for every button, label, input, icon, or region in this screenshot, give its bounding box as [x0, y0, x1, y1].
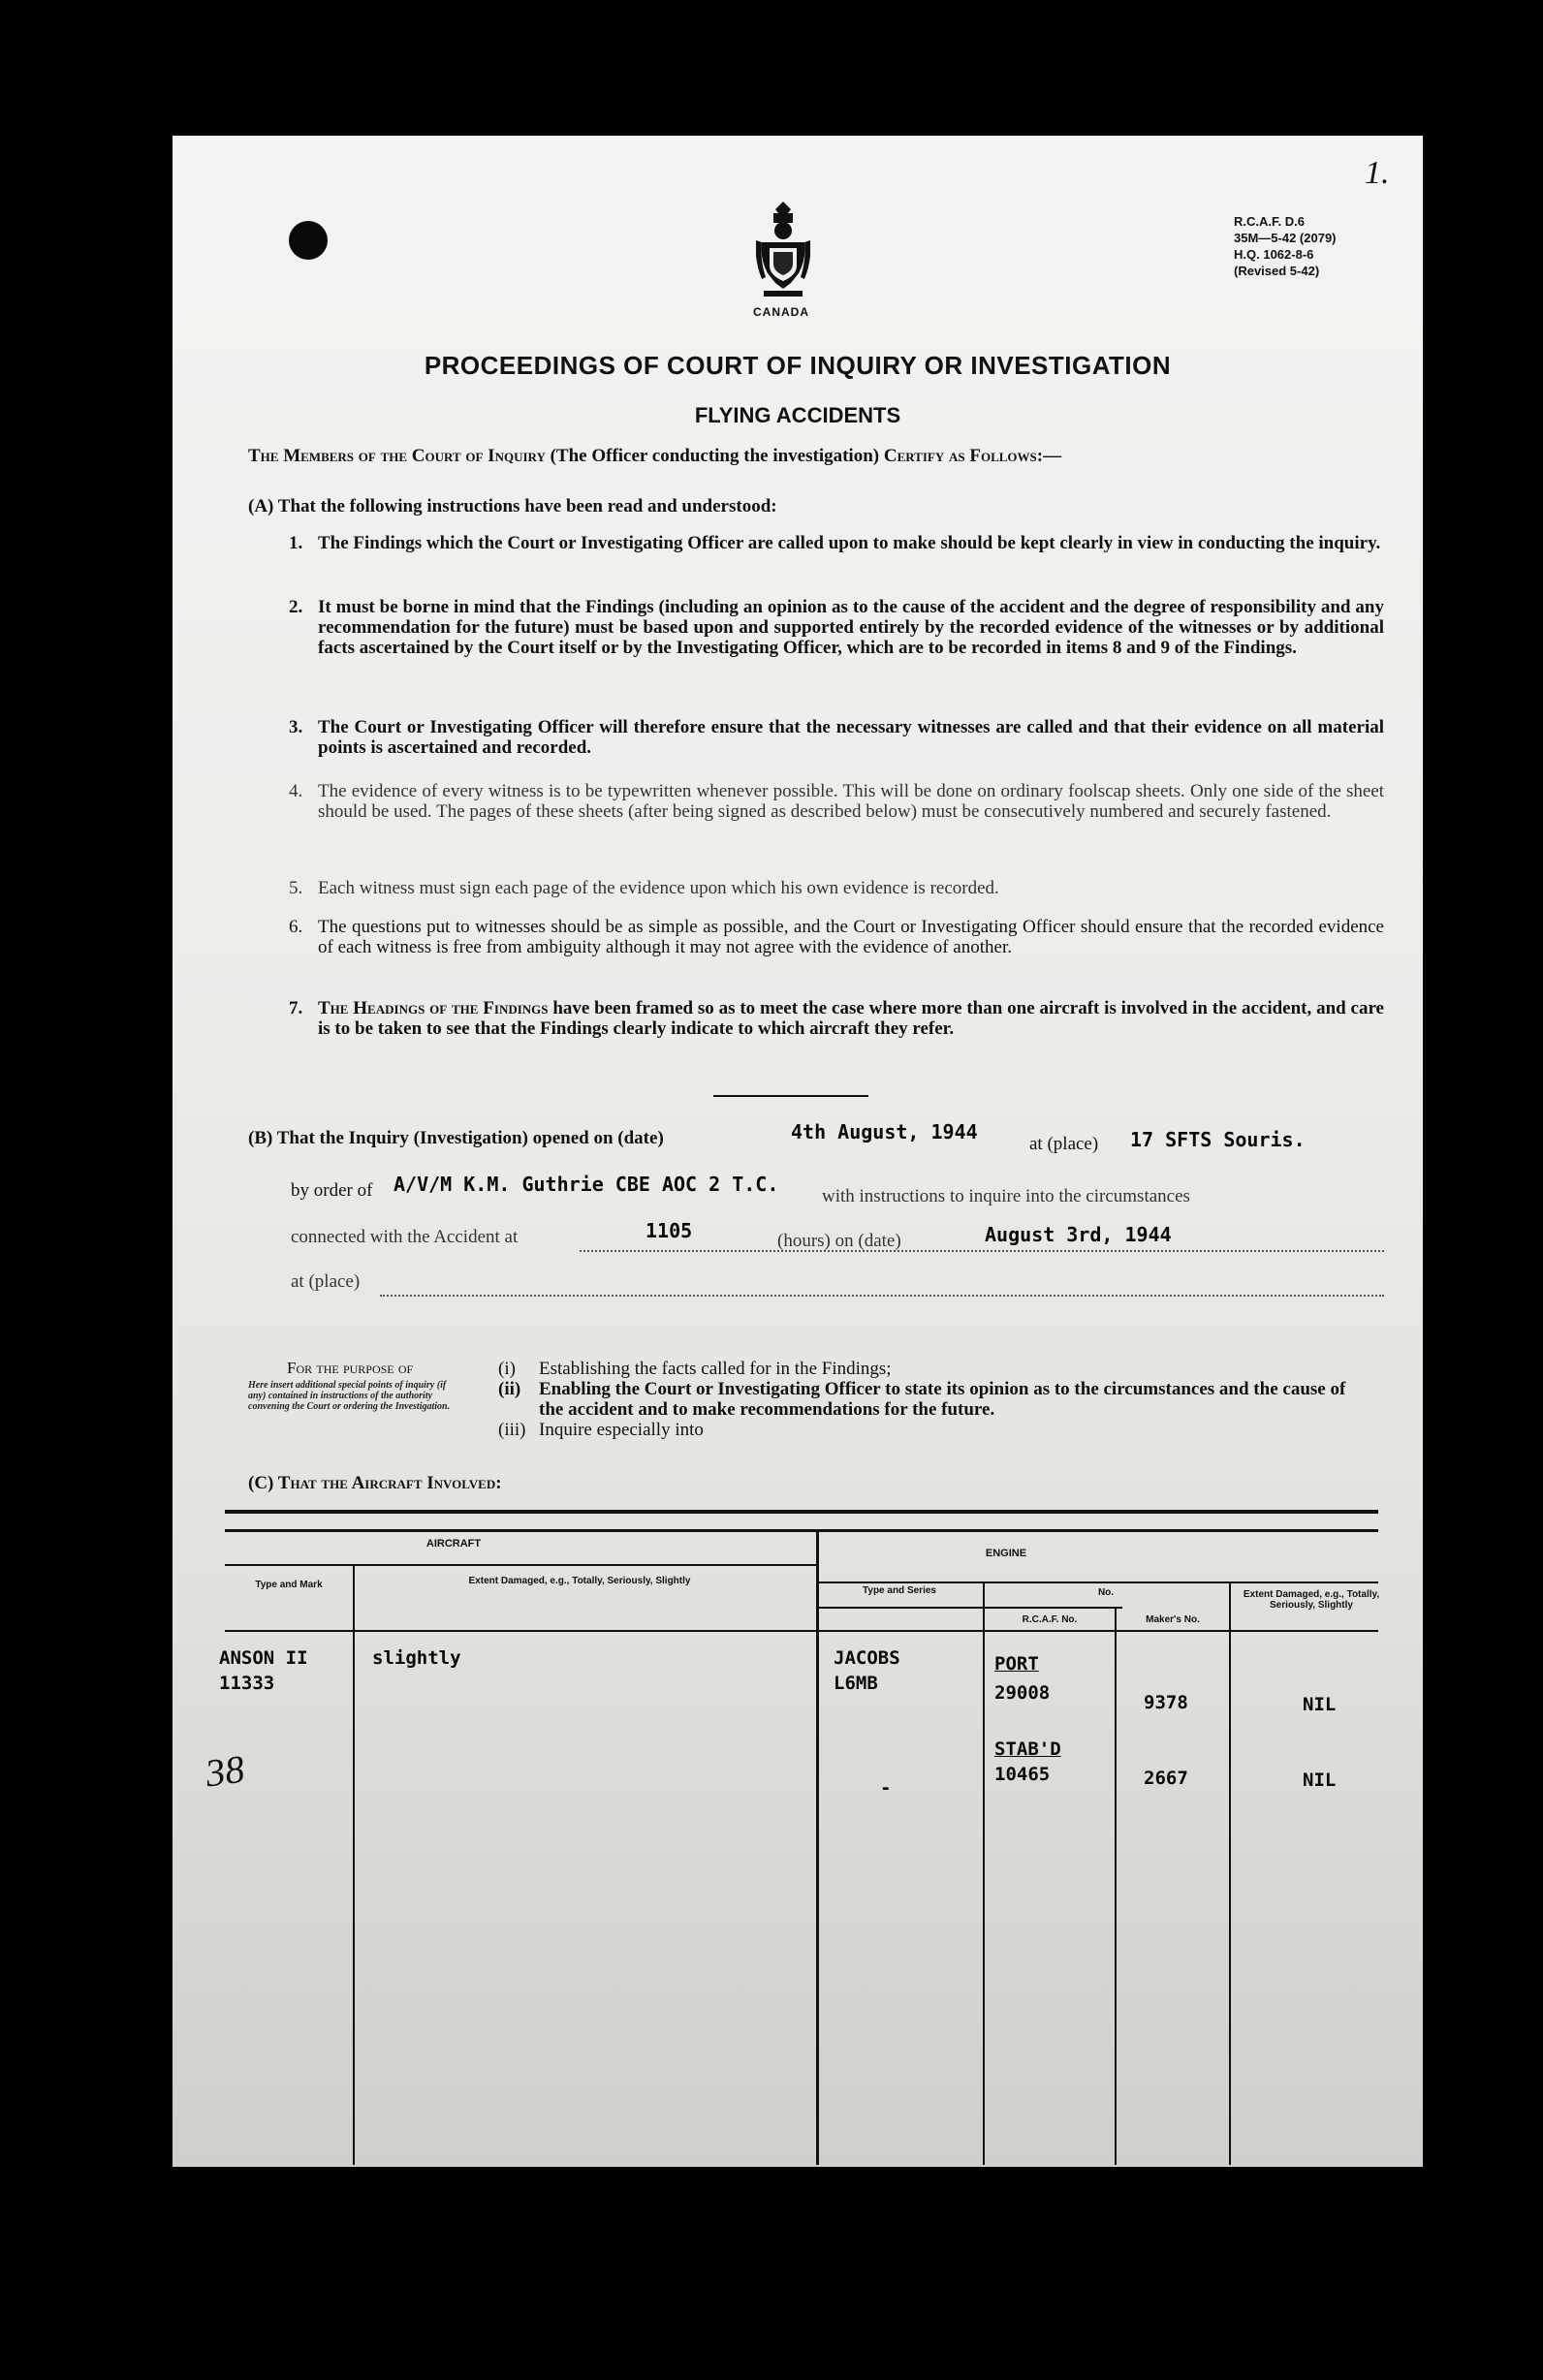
table-rule	[816, 1607, 1122, 1609]
instruction-number: 6.	[289, 917, 303, 937]
dotted-line	[380, 1295, 1384, 1297]
crest-label: CANADA	[753, 305, 809, 319]
section-b-opened-label: (B) That the Inquiry (Investigation) opened on (date)	[248, 1128, 664, 1148]
instruction-number: 7.	[289, 998, 303, 1018]
aircraft-serial-cell: 11333	[219, 1673, 275, 1694]
engine-damage-cell: NIL	[1303, 1694, 1337, 1715]
place-field[interactable]: 17 SFTS Souris.	[1130, 1128, 1306, 1151]
table-divider	[1115, 1607, 1117, 2165]
engine-damage-cell: NIL	[1303, 1769, 1337, 1791]
purpose-num: (i)	[498, 1359, 516, 1379]
members-certify: Certify as Follows:—	[883, 446, 1062, 466]
instruction-number: 2.	[289, 597, 303, 617]
hours-date-label: (hours) on (date)	[777, 1231, 901, 1251]
engine-header: ENGINE	[985, 1548, 1027, 1559]
instruction-number: 3.	[289, 717, 303, 737]
place-label: at (place)	[1029, 1134, 1099, 1154]
dotted-line	[580, 1250, 1384, 1252]
connected-label: connected with the Accident at	[291, 1227, 519, 1247]
date-opened-field[interactable]: 4th August, 1944	[791, 1120, 978, 1143]
form-ref-line: R.C.A.F. D.6	[1234, 214, 1305, 229]
engine-position-cell: PORT	[994, 1653, 1039, 1675]
aircraft-type-cell: ANSON II	[219, 1647, 308, 1669]
table-divider	[816, 1531, 819, 2165]
instruction-number: 1.	[289, 533, 303, 553]
purpose-text: Inquire especially into	[539, 1420, 704, 1440]
instruction-item	[289, 597, 1384, 658]
col-engine-damage: Extent Damaged, e.g., Totally, Seriously, Slightly	[1243, 1589, 1380, 1611]
form-ref-line: (Revised 5-42)	[1234, 264, 1320, 278]
engine-series-cell: L6MB	[834, 1673, 878, 1694]
table-rule	[225, 1564, 816, 1566]
instruction-text: The Court or Investigating Officer will therefore ensure that the necessary witnesses are called and that their evidence on all material points is ascertained and recorded.	[318, 717, 1384, 758]
purpose-item	[498, 1420, 1370, 1440]
purpose-list	[498, 1359, 1370, 1440]
instruction-caps: The Headings of the Findings	[318, 998, 549, 1018]
at-place-label: at (place)	[291, 1271, 361, 1292]
col-type-mark: Type and Mark	[255, 1580, 323, 1590]
purpose-item	[498, 1379, 1370, 1420]
margin-mark: 38	[203, 1746, 247, 1796]
members-caps: The Members of the Court of Inquiry	[248, 446, 546, 466]
form-ref-line: H.Q. 1062-8-6	[1234, 247, 1314, 262]
engine-rcaf-no-cell: 10465	[994, 1764, 1051, 1785]
instruction-item	[289, 533, 1384, 553]
instruction-text: have been framed so as to meet the case where more than one aircraft is involved in the accident, and care is to be taken to see that the Findings clearly indicate to which aircraft they refer.	[318, 998, 1384, 1039]
order-label: by order of	[291, 1180, 373, 1201]
accident-time-field[interactable]: 1105	[646, 1219, 693, 1242]
members-plain: (The Officer conducting the investigation)	[545, 446, 884, 466]
form-page	[173, 136, 1423, 2167]
members-certify-line	[248, 446, 1411, 467]
table-rule	[225, 1510, 1378, 1514]
table-rule	[225, 1630, 1378, 1632]
table-rule	[816, 1581, 1378, 1583]
purpose-heading: For the purpose of	[287, 1359, 414, 1377]
form-title: PROCEEDINGS OF COURT OF INQUIRY OR INVESTIGATION	[424, 351, 1172, 380]
instruction-number: 5.	[289, 878, 303, 898]
instruction-item	[289, 998, 1384, 1039]
section-divider	[713, 1095, 868, 1097]
form-reference	[1234, 213, 1408, 279]
engine-makers-no-cell: 2667	[1144, 1768, 1188, 1789]
engine-makers-no-cell: 9378	[1144, 1692, 1188, 1713]
dash-cell: -	[880, 1777, 892, 1799]
table-divider	[353, 1564, 355, 2165]
instruction-item	[289, 917, 1384, 957]
engine-position-cell: STAB'D	[994, 1738, 1061, 1760]
table-divider	[1229, 1581, 1231, 2165]
purpose-text: Establishing the facts called for in the Findings;	[539, 1359, 892, 1379]
instruction-text: Each witness must sign each page of the evidence upon which his own evidence is recorded.	[318, 878, 999, 898]
purpose-text: Enabling the Court or Investigating Officer to state its opinion as to the circumstances and the cause of the accident and to make recommendations for the future.	[539, 1379, 1346, 1420]
form-subtitle: FLYING ACCIDENTS	[694, 403, 901, 427]
instruction-item	[289, 717, 1384, 758]
col-no: No.	[1097, 1587, 1115, 1598]
instruction-item	[289, 878, 1384, 898]
instructions-label: with instructions to inquire into the circumstances	[822, 1186, 1190, 1206]
engine-type-cell: JACOBS	[834, 1647, 900, 1669]
instruction-text: It must be borne in mind that the Findings (including an opinion as to the cause of the accident and the degree of responsibility and any recommendation for the future) must be based upon and supported entirely by the recorded evidence of the witnesses or by additional facts ascertained by the Court itself or by the Investigating Officer, which are to be recorded in items 8 and 9 of the Findings.	[318, 597, 1384, 658]
aircraft-damage-cell: slightly	[372, 1647, 461, 1669]
page-number: 1.	[1365, 155, 1390, 191]
section-c-heading: (C) That the Aircraft Involved:	[248, 1473, 502, 1493]
purpose-item	[498, 1359, 1370, 1379]
purpose-num: (ii)	[498, 1379, 521, 1399]
purpose-num: (iii)	[498, 1420, 526, 1440]
ordered-by-field[interactable]: A/V/M K.M. Guthrie CBE AOC 2 T.C.	[394, 1173, 779, 1196]
punch-hole	[289, 221, 328, 260]
table-divider	[983, 1581, 985, 2165]
instruction-item	[289, 781, 1384, 822]
col-aircraft-damage: Extent Damaged, e.g., Totally, Seriously, Slightly	[468, 1576, 691, 1586]
accident-date-field[interactable]: August 3rd, 1944	[985, 1223, 1172, 1246]
col-type-series: Type and Series	[863, 1585, 936, 1596]
instruction-number: 4.	[289, 781, 303, 801]
aircraft-header: AIRCRAFT	[425, 1538, 482, 1550]
coat-of-arms-icon	[756, 202, 810, 304]
instruction-text: The questions put to witnesses should be as simple as possible, and the Court or Investigating Officer should ensure that the recorded evidence of each witness is free from ambiguity although it may not agree with the evidence of another.	[318, 917, 1384, 957]
table-rule	[225, 1529, 1378, 1532]
form-ref-line: 35M—5-42 (2079)	[1234, 231, 1337, 245]
purpose-note: Here insert additional special points of inquiry (if any) contained in instructions of the authority convening the Court or ordering the Investigation.	[248, 1380, 451, 1412]
engine-rcaf-no-cell: 29008	[994, 1682, 1051, 1704]
col-makers-no: Maker's No.	[1146, 1614, 1200, 1625]
instruction-text: The Findings which the Court or Investigating Officer are called upon to make should be kept clearly in view in conducting the inquiry.	[318, 533, 1381, 553]
section-a-heading: (A) That the following instructions have been read and understood:	[248, 496, 777, 517]
col-rcaf-no: R.C.A.F. No.	[1022, 1614, 1078, 1625]
instruction-text: The evidence of every witness is to be typewritten whenever possible. This will be done on ordinary foolscap sheets. Only one side of the sheet should be used. The pages of these sheets (after being signed as described below) must be consecutively numbered and securely fastened.	[318, 781, 1384, 822]
